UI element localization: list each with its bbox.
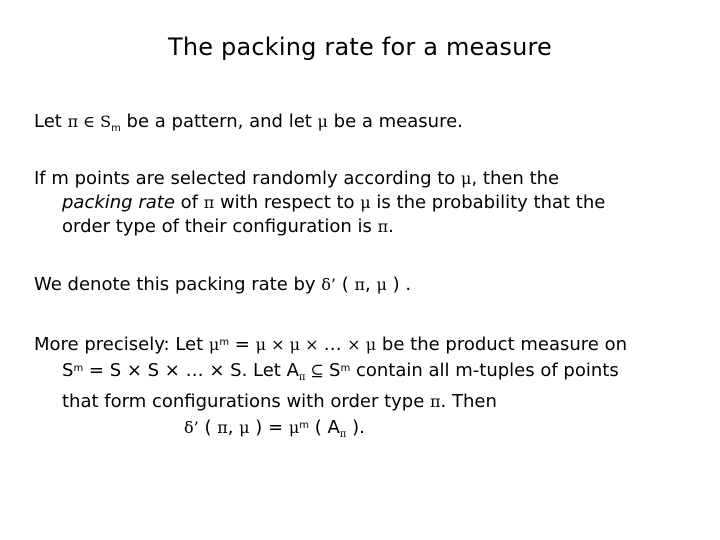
packing-rate-definition: If m points are selected randomly according to μ, then the packing rate of π with respect to μ is the probability that the order type of their configuration is π. bbox=[34, 168, 606, 237]
pi-symbol: π bbox=[67, 112, 79, 131]
packing-rate-term: packing rate bbox=[62, 192, 175, 213]
definition-pattern-measure: Let π ∈ $S_m$ be a pattern, and let μ be a measure. bbox=[34, 111, 463, 134]
precise-definition: More precisely: Let $\mu^m = \mu \times \mu$ × … × μ be the product measure on $S^m = S \times S$ × … × S. Let $A_\pi$ ⊆ $S^m$ contain all m-tuples of points that form configurations with order type π. Then δ’ ( π, μ ) = $\mu^m$ ( $A_\pi$ ). bbox=[34, 331, 714, 447]
slide-title: The packing rate for a measure bbox=[167, 33, 553, 61]
element-of-symbol: ∈ bbox=[78, 112, 101, 131]
delta-symbol: δ’ bbox=[321, 275, 337, 294]
mu-symbol: μ bbox=[317, 112, 328, 131]
notation-statement: We denote this packing rate by δ’ ( π, μ ) . bbox=[34, 274, 412, 295]
pattern-set-symbol: S bbox=[100, 112, 112, 131]
packing-rate-formula: δ’ ( π, μ ) = $\mu^m$ ( $A_\pi$ ). bbox=[184, 417, 365, 440]
subset-symbol: ⊆ bbox=[305, 361, 330, 380]
